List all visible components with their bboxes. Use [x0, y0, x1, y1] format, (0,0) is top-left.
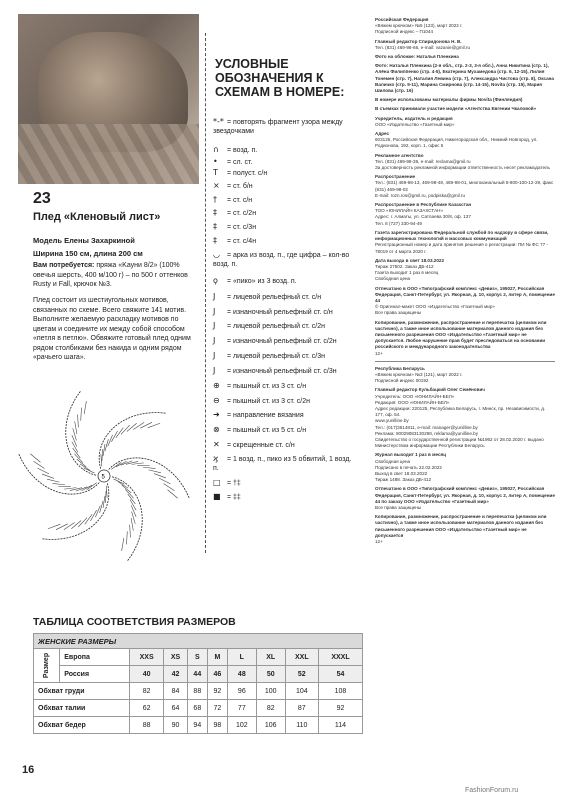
size-vertical-label — [34, 649, 60, 683]
motif-stitch — [103, 496, 105, 508]
legend-symbol: ϙ — [213, 276, 218, 285]
size-cell: 68 — [187, 700, 207, 717]
legend-item — [213, 410, 363, 420]
motif-stitch — [168, 490, 178, 498]
motif-center-label: 5 — [101, 474, 105, 481]
legend-text: = 1 возд. п., пико из 5 обвитий, 1 возд. п. — [213, 456, 352, 472]
size-cell: XXXL — [318, 649, 362, 666]
size-cell: 90 — [164, 717, 188, 734]
legend-text: = ст. б/н — [227, 183, 253, 190]
imprint-block — [375, 320, 555, 357]
pattern-title: Плед «Кленовый лист» — [33, 211, 161, 223]
motif-stitch — [64, 488, 76, 490]
motif-stitch — [84, 401, 86, 414]
legend-symbol: *-* — [213, 117, 224, 126]
imprint-block — [375, 17, 555, 36]
blanket-photo — [18, 14, 199, 184]
motif-stitch — [159, 478, 171, 484]
imprint-line: Учредитель: ООО «ЮНИЛАЙН-БЕЛ» — [375, 393, 455, 399]
motif-stitch — [81, 485, 92, 491]
imprint-block — [375, 387, 555, 449]
legend-text: = арка из возд. п., где цифра – кол-во возд. п. — [213, 252, 350, 268]
imprint-block — [375, 131, 555, 150]
legend-text: = ст. с/4н — [227, 238, 257, 245]
size-cell: M — [207, 649, 227, 666]
motif-stitch — [101, 454, 102, 466]
imprint-block — [375, 452, 555, 483]
legend-symbol: Ј — [213, 336, 216, 345]
motif-stitch — [127, 423, 137, 431]
size-vertical-text: Размер — [43, 652, 51, 679]
imprint-block — [375, 230, 555, 255]
size-cell: 96 — [227, 683, 256, 700]
imprint-block — [375, 366, 555, 385]
size-table-row — [34, 666, 363, 683]
imprint-line: Адрес редакции: 220125, Республика Беларусь, г. Минск, пр. Независимости, д. 177, оф. 54. — [375, 405, 546, 418]
legend-item — [213, 168, 363, 178]
imprint-line: 12+ — [375, 350, 383, 356]
imprint-heading: Распространение в Республике Казахстан — [375, 202, 472, 208]
legend-item — [213, 454, 353, 473]
imprint-heading: Дата выхода в свет 18.03.2022 — [375, 257, 445, 263]
imprint-line: Адрес: г. Алматы, ул. Сатпаева 30/8, оф. 137 — [375, 214, 471, 220]
legend-symbol: ‡ — [213, 222, 217, 231]
imprint-block — [375, 106, 555, 112]
legend-item — [213, 351, 363, 361]
legend-text: = лицевой рельефный ст. с/н — [227, 294, 322, 301]
legend-symbol: ■ — [213, 492, 221, 501]
motif-stitch — [121, 425, 130, 434]
size-table-header-row — [34, 634, 363, 649]
size-cell: 48 — [227, 666, 256, 683]
motif-stitch — [127, 531, 128, 544]
legend-symbol: T — [213, 168, 218, 177]
imprint-line: Подписано в печать 22.02.2022 — [375, 464, 442, 470]
legend-item — [213, 222, 363, 232]
size-cell: L — [227, 649, 256, 666]
imprint-heading: Главный редактор Спиридонова Н. В. — [375, 38, 462, 44]
motif-stitch — [105, 439, 108, 451]
imprint-block — [375, 153, 555, 172]
legend-text: = ст. с/2н — [227, 210, 257, 217]
imprint-line: 12+ — [375, 539, 383, 545]
legend-text: = изнаночный рельефный ст. с/2н — [227, 338, 337, 345]
imprint-line: Выход в свет 18.03.2022 — [375, 471, 428, 476]
legend-text: = пышный ст. из 3 ст. с/н — [227, 383, 307, 390]
imprint-line: За достоверность рекламной информации ответственность несет рекламодатель — [375, 165, 550, 171]
size-row-label: Обхват талии — [34, 700, 130, 717]
size-cell: XS — [164, 649, 188, 666]
legend-item — [213, 321, 363, 331]
size-cell: XL — [256, 649, 285, 666]
motif-stitch — [143, 467, 155, 468]
legend-item — [213, 195, 363, 205]
imprint-heading: Фото: Наталья Пленкина (2-я обл., стр. 2-3, 3-я обл.), Анна Никитина (стр. 1), Алёна Филиппенко (стр. 4-5), Екатерина Мухамедова (стр. 6, 12-15), Лилия Тонемен (стр. 7), Наталия Левина (стр. 7), Александра Чистова (стр. 8), Оксана Валичко (стр. 9-11), Марина Смирнова (стр. 14-15), Novita (стр. 15), Мария Шилова (стр. 16) — [375, 63, 554, 94]
imprint-heading: В номере использованы материалы фирмы Novita (Финляндия) — [375, 97, 523, 103]
legend-symbol: ◡ — [213, 250, 220, 259]
imprint-block — [375, 63, 555, 94]
size-cell: 54 — [318, 666, 362, 683]
imprint-heading: Распространение — [375, 174, 416, 180]
motif-stitch — [71, 520, 81, 528]
legend-text: = ст. с/н — [227, 197, 253, 204]
motif-stitch — [48, 524, 60, 529]
imprint-block — [375, 486, 555, 511]
motif-stitch — [164, 484, 175, 491]
legend-item — [213, 236, 363, 246]
legend-symbol: † — [213, 195, 217, 204]
motif-stitch — [30, 454, 40, 462]
size-cell: 52 — [285, 666, 318, 683]
imprint-line: Подписной индекс – П1044 — [375, 29, 434, 35]
imprint-line: ООО «Издательство «Газетный мир» — [375, 121, 455, 127]
imprint-line: Тираж 1488. Заказ ДБ-412 — [375, 477, 432, 483]
legend-item — [213, 425, 363, 435]
legend-symbol: □ — [213, 478, 221, 487]
motif-stitch — [74, 454, 82, 463]
motif-spiral-arm — [19, 454, 100, 494]
imprint-line: Подписной индекс 00192 — [375, 378, 429, 384]
legend-item — [213, 208, 363, 218]
imprint-block — [375, 202, 555, 227]
imprint-block — [375, 116, 555, 128]
legend-item — [213, 336, 363, 346]
legend-symbol: ⊖ — [213, 396, 220, 405]
pattern-description: Плед состоит из шестиугольных мотивов, связанных по схеме. Всего свяжите 141 мотив. Выполните желаемую раскладку мотивов по цветам и соедините их между собой способом «петля в петлю». Обвяжите готовый плед одним рядом столбиками без накида и одним рядом «рачьего шага». — [33, 297, 191, 361]
motif-spiral-arm — [42, 483, 108, 539]
imprint-line: Свободная цена — [375, 458, 411, 464]
motif-stitch — [133, 422, 144, 429]
legend-item — [213, 292, 363, 302]
legend-symbol: ⊕ — [213, 381, 220, 390]
motif-stitch — [84, 468, 95, 473]
size-cell: 77 — [227, 700, 256, 717]
legend-title: УСЛОВНЫЕ ОБОЗНАЧЕНИЯ К СХЕМАМ В НОМЕРЕ: — [215, 57, 345, 99]
size-cell: 42 — [164, 666, 188, 683]
legend-text: = повторять фрагмент узора между звездочками — [213, 119, 343, 135]
size-cell: 92 — [207, 683, 227, 700]
imprint-heading: Отпечатано в ООО «Типографский комплекс «Девиз», 195027, Российская Федерация, Санкт-Петербург, ул. Якорная, д. 10, корпус 2, литер А, помещение 44 — [375, 285, 555, 303]
imprint-line: 603126, Российская Федерация, Нижегородская обл., Нижний Новгород, ул. Родионова, 192, корп. 1, офис 5 — [375, 137, 538, 149]
size-table-row — [34, 700, 363, 717]
motif-stitch — [122, 485, 131, 493]
size-cell: 88 — [130, 717, 164, 734]
imprint-heading: Отпечатано в ООО «Типографский комплекс «Девиз», 195027, Российская Федерация, Санкт-Петербург, ул. Якорная, д. 10, корпус 2, литер А, помещение 44 по заказу ООО «Издательство «Газетный мир» — [375, 486, 555, 504]
size-cell: 46 — [207, 666, 227, 683]
imprint-heading: В съемках принимали участие модели «Агентства Евгении Чкаловой» — [375, 106, 537, 112]
motif-stitch — [42, 474, 54, 478]
imprint-line: Тел. (831) 469-98-66, e-mail: vazanie@gmil.ru — [375, 44, 471, 50]
imprint-line: Тел.: (017)3514811, e-mail: manager@yunilline.by — [375, 424, 478, 430]
legend-symbol: ‡ — [213, 208, 217, 217]
motif-spiral-arm — [109, 458, 190, 498]
imprint-heading: Главный редактор Кульбацкий Олег Семёнович — [375, 387, 485, 393]
legend-item — [213, 157, 363, 167]
imprint-block — [375, 286, 555, 317]
motif-stitch — [77, 459, 86, 467]
motif-stitch — [53, 483, 65, 484]
legend-symbol: ✕ — [213, 440, 220, 449]
imprint-line: Тираж 27502. Заказ ДБ-412 — [375, 263, 434, 269]
imprint-heading: Копирование, размножение, распространение и перепечатка (целиком или частично), а также иное использование материалов данного издания без письменного разрешения ООО «Издательство «Газетный мир» не допускается. Любое нарушение прав будет преследоваться на основании российского и международного законодательства — [375, 319, 547, 350]
imprint-line: Регистрационный номер и дата принятия решения о регистрации: ПИ № ФС 77 - 78019 от 4 марта 2020 г. — [375, 242, 549, 254]
size-row-label: Россия — [60, 666, 130, 683]
size-row-label: Обхват бедер — [34, 717, 130, 734]
legend-item — [213, 181, 363, 191]
legend-text: = пышный ст. из 3 ст. с/2н — [227, 398, 310, 405]
size-cell: 82 — [130, 683, 164, 700]
motif-stitch — [125, 489, 133, 498]
motif-stitch — [148, 423, 160, 428]
imprint-line: Реклама: 80029083130298, reklama@yunilline.by — [375, 430, 479, 436]
size-cell: 50 — [256, 666, 285, 683]
size-cell: XXS — [130, 649, 164, 666]
legend-symbol: Ј — [213, 307, 216, 316]
legend-symbol: Ј — [213, 351, 216, 360]
motif-stitch — [72, 435, 77, 447]
imprint-heading: Журнал выходит 1 раз в месяц — [375, 452, 447, 458]
legend-symbol: ϗ — [213, 454, 219, 463]
motif-stitch — [130, 525, 131, 538]
motif-stitch — [131, 505, 136, 517]
imprint-block — [375, 258, 555, 283]
size-cell: XXL — [285, 649, 318, 666]
size-row-label: Обхват груди — [34, 683, 130, 700]
motif-stitch — [56, 524, 68, 530]
legend-item — [213, 440, 363, 450]
imprint-line: Тел. 8 (727) 330-94-49 — [375, 220, 422, 226]
motif-stitch — [106, 486, 107, 498]
imprint-heading: Республика Беларусь — [375, 365, 425, 371]
imprint-line: ТОО «ЮНИЛАЙН КАЗАХСТАН» — [375, 208, 444, 214]
size-cell: 98 — [207, 717, 227, 734]
motif-stitch — [140, 422, 152, 428]
size-table-row — [34, 717, 363, 734]
imprint-block — [375, 174, 555, 199]
legend-text: = скрещенные ст. с/н — [227, 442, 295, 449]
legend-item — [213, 366, 363, 376]
size-table — [33, 633, 363, 734]
imprint-line: Все права защищены — [375, 505, 422, 511]
motif-stitch — [34, 461, 45, 468]
pattern-number: 23 — [33, 190, 51, 207]
size-cell: 87 — [285, 700, 318, 717]
size-cell: 106 — [256, 717, 285, 734]
legend-item — [213, 396, 363, 406]
pattern-materials — [33, 261, 198, 290]
motif-stitch — [64, 523, 75, 530]
size-cell: 62 — [130, 700, 164, 717]
legend-text: = «пико» из 3 возд. п. — [227, 278, 297, 285]
imprint-line: Тел.: (831) 469-98-13, 469-98-48, 469-98-01, многоканальный 8-800-100-12-29, факс (831) 469-98-02 — [375, 180, 554, 192]
legend-text: = полуст. с/н — [227, 170, 268, 177]
legend-item — [213, 145, 363, 155]
imprint-line: www.yunilline.by — [375, 418, 409, 424]
legend-item — [213, 117, 363, 136]
size-cell: 40 — [130, 666, 164, 683]
size-cell: 108 — [318, 683, 362, 700]
legend-symbol: Ј — [213, 292, 216, 301]
legend-symbol: ‡ — [213, 236, 217, 245]
size-cell: 94 — [187, 717, 207, 734]
motif-stitch — [47, 479, 59, 482]
size-row-label: Европа — [60, 649, 130, 666]
motif-stitch — [80, 464, 90, 470]
size-cell: 114 — [318, 717, 362, 734]
crochet-motif-diagram — [18, 388, 208, 568]
motif-stitch — [122, 538, 124, 551]
legend-text: = изнаночный рельефный ст. с/н — [227, 309, 333, 316]
imprint-line: Тел. (831) 469-98-36, e-mail: reclama@gmil.ru — [375, 158, 471, 164]
legend-item — [213, 381, 363, 391]
size-cell: 100 — [256, 683, 285, 700]
motif-stitch — [154, 474, 166, 478]
imprint-heading: Копирование, размножение, распространение и перепечатка (целиком или частично), а также иное использование материалов данного издания без письменного разрешения ООО «Издательство «Газетный мир» не допускается — [375, 514, 547, 538]
motif-stitch — [37, 468, 49, 474]
imprint-heading: Газета зарегистрирована Федеральной службой по надзору в сфере связи, информационных технологий и массовых коммуникаций — [375, 229, 549, 242]
motif-stitch — [116, 461, 127, 467]
size-cell: 104 — [285, 683, 318, 700]
legend-symbol: • — [213, 157, 218, 166]
size-cell: 44 — [187, 666, 207, 683]
legend-symbol: Ј — [213, 366, 216, 375]
legend-item — [213, 478, 363, 488]
motif-stitch — [102, 449, 103, 461]
motif-stitch — [118, 482, 128, 488]
legend-symbol: ∩ — [213, 145, 219, 154]
motif-stitch — [131, 518, 133, 531]
size-table-row — [34, 649, 363, 666]
imprint-heading: Учредитель, издатель и редакция — [375, 115, 453, 121]
size-cell: 88 — [187, 683, 207, 700]
size-cell: 64 — [164, 700, 188, 717]
page-number: 16 — [22, 764, 35, 776]
motif-stitch — [149, 470, 161, 473]
blanket-edge — [18, 124, 199, 184]
legend-text: = направление вязания — [227, 412, 304, 419]
imprint-heading: Фото на обложке: Наталья Пленкина — [375, 54, 459, 60]
motif-stitch — [78, 414, 79, 427]
watermark: FashionForum.ru — [465, 787, 519, 794]
size-table-row — [34, 683, 363, 700]
motif-stitch — [114, 479, 125, 484]
legend-text: = лицевой рельефный ст. с/3н — [227, 353, 325, 360]
motif-stitch — [132, 463, 144, 465]
size-cell: 92 — [318, 700, 362, 717]
legend-text: = ст. с/3н — [227, 224, 257, 231]
imprint-block — [375, 97, 555, 103]
imprint-line: Все права защищены — [375, 310, 422, 316]
legend-text: = †‡ — [227, 480, 241, 487]
legend-text: = ‡‡ — [227, 494, 241, 501]
imprint-block — [375, 54, 555, 60]
legend-text: = пышный ст. из 5 ст. с/н — [227, 427, 307, 434]
size-table-header: ЖЕНСКИЕ РАЗМЕРЫ — [34, 634, 363, 649]
legend-symbol: ➜ — [213, 410, 220, 419]
imprint-line: Редакция: ООО «ЮНИЛАЙН-БЕЛ» — [375, 399, 450, 405]
imprint-block — [375, 514, 555, 545]
legend-text: = сл. ст. — [227, 159, 253, 166]
legend-item — [213, 492, 363, 502]
legend-item — [213, 307, 363, 317]
imprint-heading: Рекламное агентство — [375, 152, 424, 158]
pattern-author: Модель Елены Захаркиной — [33, 236, 135, 245]
legend-text: = изнаночный рельефный ст. с/3н — [227, 368, 337, 375]
legend-symbol: Ј — [213, 321, 216, 330]
imprint-line: Газета выходит 1 раз в месяц — [375, 270, 439, 276]
size-cell: 102 — [227, 717, 256, 734]
imprint-divider — [375, 361, 555, 362]
motif-stitch — [75, 421, 77, 434]
imprint-line: Свидетельство о государственной регистрации №1962 от 28.02.2020 г. выдано Министерством информации Республики Беларусь — [375, 436, 544, 449]
imprint-line: «Вяжем крючком» №3 (121), март 2022 г. — [375, 371, 463, 377]
legend-item — [213, 250, 353, 269]
motif-stitch — [106, 491, 107, 503]
imprint-line: «Вяжем крючком» №5 (123), март 2022 г. — [375, 23, 463, 29]
motif-stitch — [103, 444, 105, 456]
motif-stitch — [78, 518, 87, 527]
imprint-heading: Российская Федерация — [375, 17, 429, 22]
legend-item — [213, 276, 363, 286]
imprint-heading: Адрес — [375, 131, 390, 137]
legend-symbol: × — [213, 181, 220, 190]
legend-symbol: ⊗ — [213, 425, 220, 434]
size-cell: 72 — [207, 700, 227, 717]
size-cell: S — [187, 649, 207, 666]
imprint-line: © Оригинал-макет ООО «Издательство «Газетный мир» — [375, 304, 495, 310]
materials-label: Вам потребуется: — [33, 262, 95, 269]
size-cell: 84 — [164, 683, 188, 700]
size-cell: 110 — [285, 717, 318, 734]
legend-text: = лицевой рельефный ст. с/2н — [227, 323, 325, 330]
motif-stitch — [81, 408, 82, 421]
size-table-title: ТАБЛИЦА СООТВЕТСТВИЯ РАЗМЕРОВ — [33, 616, 236, 628]
imprint-column — [375, 14, 555, 545]
legend-text: = возд. п. — [227, 147, 258, 154]
imprint-line: Свободная цена — [375, 276, 411, 282]
materials-text: пряжа «Kауни 8/2» (100% овечья шерсть, 400 м/100 г) – по 500 г оттенков Rusty и Fall, крючок №3. — [33, 262, 188, 288]
imprint-line: E-mail: rozn.ros@gmil.ru, podpiska@gmil.ru — [375, 192, 465, 198]
imprint-block — [375, 39, 555, 51]
pattern-size: Ширина 150 см, длина 200 см — [33, 249, 143, 258]
size-cell: 82 — [256, 700, 285, 717]
motif-spiral-arm — [99, 413, 165, 469]
motif-stitch — [100, 501, 103, 513]
